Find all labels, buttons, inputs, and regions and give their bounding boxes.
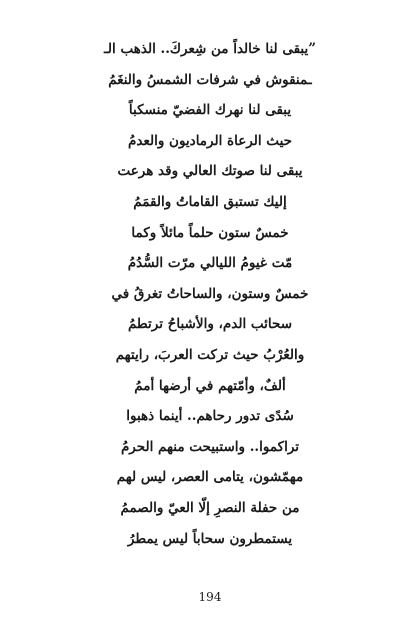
verse-line: ـمنقوش في شرفات الشمسُ والنغَمُ — [108, 71, 312, 88]
verse-line: والعُرْبُ حيث تركت العربَ، رايتهم — [115, 346, 305, 363]
poem-text — [30, 34, 390, 554]
verse-line: ”يبقى لنا خالداً من شِعركَ.. الذهب الـ — [103, 41, 317, 57]
verse-line: ألفٌ، وأمّتهم في أرضها أممُ — [134, 377, 286, 394]
verse-line: يبقى لنا صوتك العالي وقد هرعت — [117, 163, 303, 180]
verse-line: تراكموا.. واستبيحت منهم الحرمُ — [120, 438, 300, 455]
verse-line: من حفلة النصرِ إلّا العيّ والصممُ — [120, 499, 300, 516]
verse-line: مّت غيومُ الليالي مرّت السُّدُمُ — [127, 255, 293, 272]
verse-line: سحائب الدم، والأشباحُ ترتطمُ — [127, 316, 293, 333]
page-number: 194 — [198, 590, 222, 604]
verse-line: إليك تستبق القاماتُ والقمَمُ — [133, 193, 287, 210]
verse-line: سُدًى تدور رحاهم.. أينما ذهبوا — [126, 408, 294, 425]
verse-line: مهمّشون، يتامى العصر، ليس لهم — [116, 469, 304, 486]
verse-line: يبقى لنا نهرك الفضيّ منسكباً — [128, 102, 292, 119]
verse-line: يستمطرون سحاباً ليس يمطرُ — [127, 530, 293, 547]
verse-line: حيث الرعاة الرماديون والعدمُ — [128, 132, 292, 149]
verse-line: خمسٌ ستون حلماً مائلاً وكما — [131, 224, 289, 241]
verse-line: خمسٌ وستون، والساحاتُ تغرقُ في — [111, 285, 309, 302]
